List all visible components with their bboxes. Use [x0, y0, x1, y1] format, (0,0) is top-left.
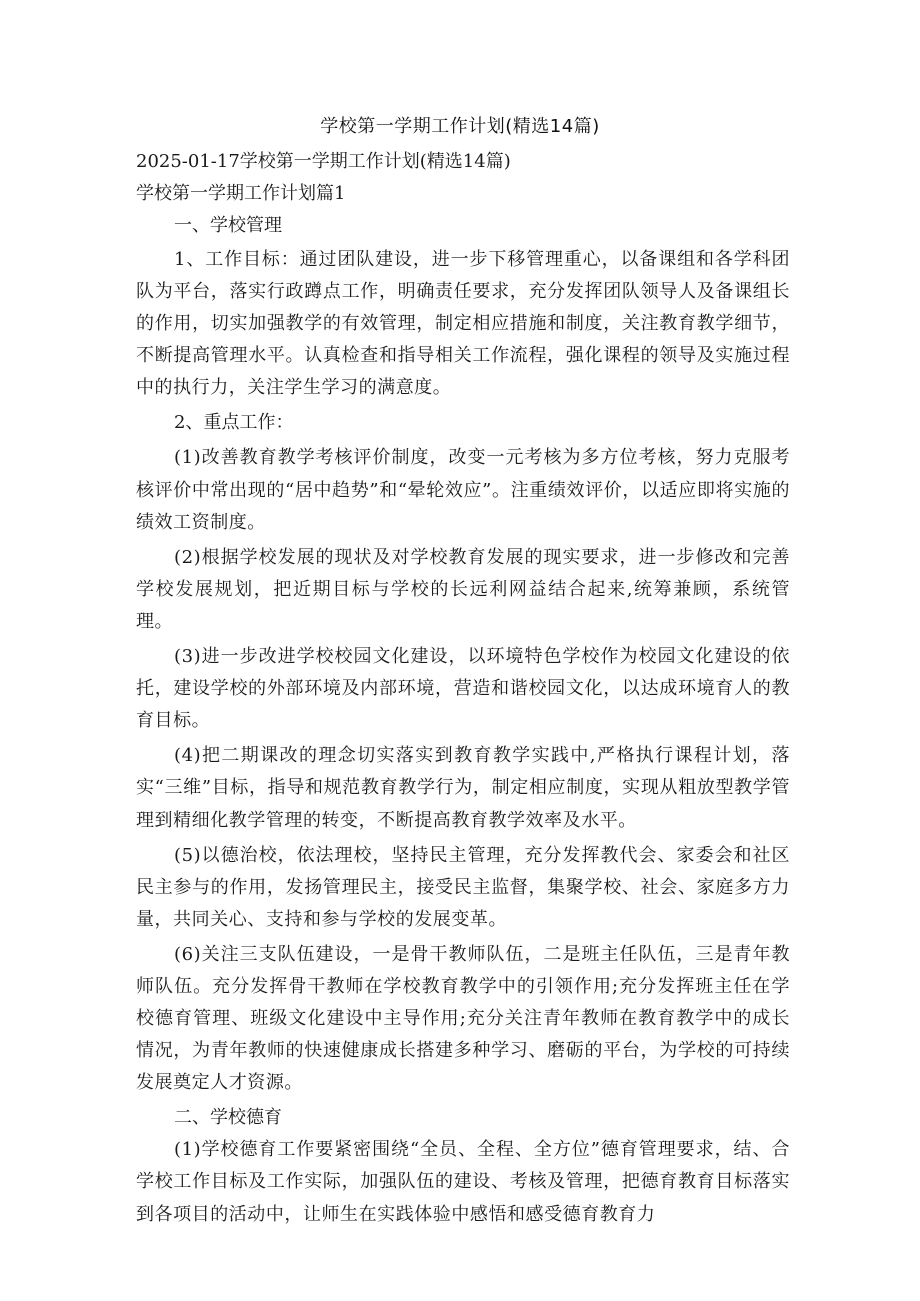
work-item-4: (4)把二期课改的理念切实落实到教育教学实践中,严格执行课程计划，落实“三维”目标，指导和规范教育教学行为，制定相应制度，实现从粗放型教学管理到精细化教学管理的转变，不断提高教育教学效率及水平。 [136, 745, 790, 831]
date-line: 2025-01-17学校第一学期工作计划(精选14篇) [136, 151, 511, 172]
work-item-6: (6)关注三支队伍建设，一是骨干教师队伍，二是班主任队伍，三是青年教师队伍。充分发挥骨干教师在学校教育教学中的引领作用;充分发挥班主任在学校德育管理、班级文化建设中主导作用;充分关注青年教师在教育教学中的成长情况，为青年教师的快速健康成长搭建多种学习、磨砺的平台，为学校的可持续发展奠定人才资源。 [136, 943, 790, 1094]
article-heading: 学校第一学期工作计划篇1 [136, 183, 346, 204]
work-item-1: (1)改善教育教学考核评价制度，改变一元考核为多方位考核，努力克服考核评价中常出现的“居中趋势”和“晕轮效应”。注重绩效评价，以适应即将实施的绩效工资制度。 [136, 447, 790, 533]
document-body [136, 146, 790, 1234]
work-item-2: (2)根据学校发展的现状及对学校教育发展的现实要求，进一步修改和完善学校发展规划，把近期目标与学校的长远利网益结合起来,统筹兼顾，系统管理。 [136, 546, 790, 632]
goal-paragraph: 1、工作目标：通过团队建设，进一步下移管理重心，以备课组和各学科团队为平台，落实行政蹲点工作，明确责任要求，充分发挥团队领导人及备课组长的作用，切实加强教学的有效管理，制定相应措施和制度，关注教育教学细节，不断提高管理水平。认真检查和指导相关工作流程，强化课程的领导及实施过程中的执行力，关注学生学习的满意度。 [136, 249, 790, 399]
moral-paragraph: (1)学校德育工作要紧密围绕“全员、全程、全方位”德育管理要求，结、合学校工作目标及工作实际，加强队伍的建设、考核及管理，把德育教育目标落实到各项目的活动中，让师生在实践体验中感悟和感受德育教育力 [136, 1139, 790, 1225]
work-item-3: (3)进一步改进学校校园文化建设，以环境特色学校作为校园文化建设的依托，建设学校的外部环境及内部环境，营造和谐校园文化，以达成环境育人的教育目标。 [136, 646, 790, 732]
key-work-heading: 2、重点工作： [174, 412, 294, 434]
section-one-heading: 一、学校管理 [174, 215, 282, 236]
document-title: 学校第一学期工作计划(精选14篇) [320, 116, 600, 137]
work-item-5: (5)以德治校，依法理校，坚持民主管理，充分发挥教代会、家委会和社区民主参与的作用，发扬管理民主，接受民主监督，集聚学校、社会、家庭多方力量，共同关心、支持和参与学校的发展变革。 [136, 844, 790, 930]
section-two-heading: 二、学校德育 [174, 1107, 282, 1129]
